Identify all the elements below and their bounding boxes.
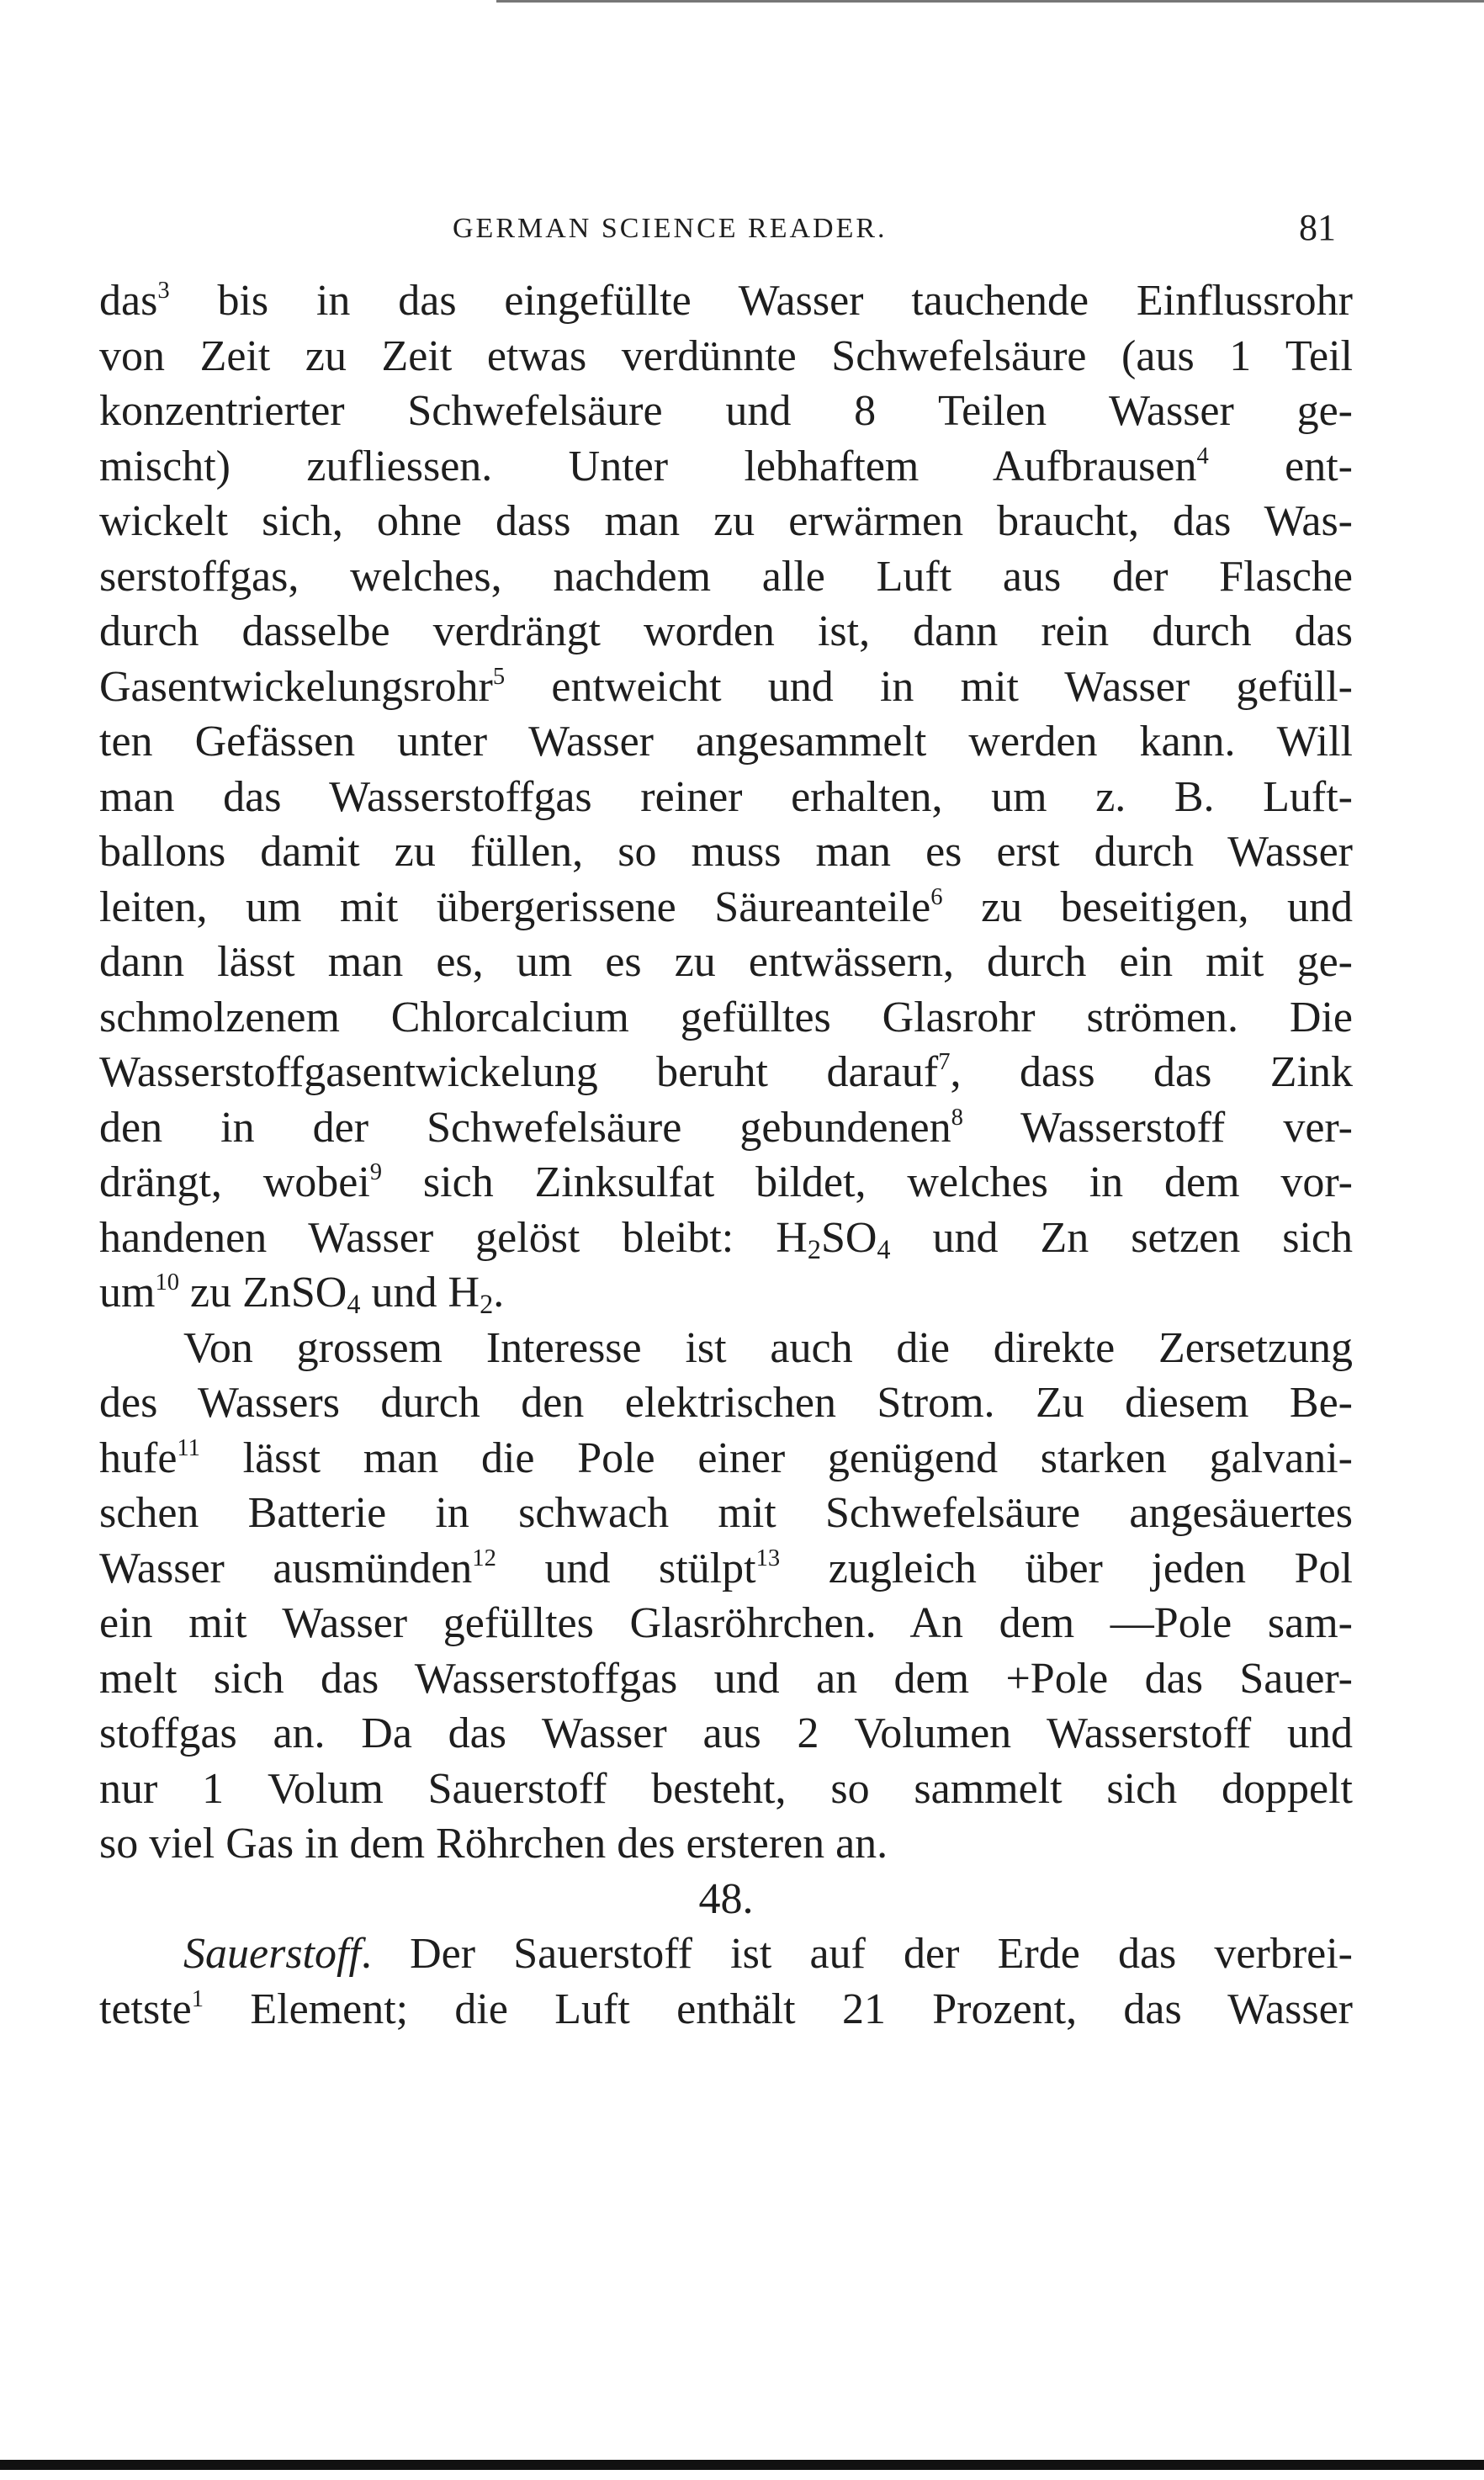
footnote-ref: 3 <box>157 277 170 304</box>
footnote-ref: 6 <box>930 883 943 910</box>
footnote-ref: 7 <box>938 1048 951 1075</box>
footnote-ref: 12 <box>472 1545 496 1571</box>
text-line <box>99 1541 1353 1597</box>
text-segment: tetste <box>99 1985 192 2033</box>
text-line <box>99 1706 1353 1762</box>
subscript: 4 <box>877 1233 891 1264</box>
text-line <box>99 384 1353 439</box>
text-line <box>99 935 1353 990</box>
text-segment: des Wassers durch den elektrischen Strom. Zu diesem Be- <box>99 1379 1353 1427</box>
text-segment: um <box>99 1269 156 1317</box>
page-header <box>99 206 1361 257</box>
text-line <box>99 439 1353 495</box>
text-segment: von Zeit zu Zeit etwas verdünnte Schwefelsäure (aus 1 Teil <box>99 331 1353 380</box>
text-segment: lässt man die Pole einer genügend starken galvani- <box>199 1433 1353 1482</box>
text-segment: schmolzenem Chlorcalcium gefülltes Glasrohr strömen. Die <box>99 993 1353 1041</box>
text-line <box>99 273 1353 329</box>
text-line <box>99 549 1353 605</box>
text-segment: mischt) zufliessen. Unter lebhaftem Aufbrausen <box>99 442 1197 490</box>
footnote-ref: 13 <box>755 1545 781 1571</box>
text-line <box>99 1375 1353 1431</box>
body-text <box>99 273 1353 2037</box>
text-segment: Wasserstoff ver- <box>962 1103 1353 1152</box>
text-line <box>99 1486 1353 1541</box>
text-segment: ein mit Wasser gefülltes Glasröhrchen. An dem —Pole sam- <box>99 1599 1353 1647</box>
footnote-ref: 11 <box>177 1434 200 1461</box>
text-line <box>99 824 1353 880</box>
text-line <box>99 880 1353 935</box>
text-segment: sich Zinksulfat bildet, welches in dem vor- <box>382 1158 1353 1206</box>
text-line <box>99 1045 1353 1100</box>
subscript: 4 <box>347 1289 361 1320</box>
text-segment: bis in das eingefüllte Wasser tauchende Einflussrohr <box>169 277 1353 325</box>
text-segment: 48. <box>698 1874 754 1923</box>
text-segment: . Der Sauerstoff ist auf der Erde das verbrei- <box>360 1930 1353 1978</box>
text-line <box>99 1321 1353 1376</box>
bottom-edge-rule <box>0 2460 1484 2470</box>
text-segment: . <box>493 1269 505 1317</box>
footnote-ref: 8 <box>951 1104 963 1131</box>
text-segment: Sauerstoff <box>183 1930 361 1978</box>
text-line <box>99 1265 1353 1321</box>
footnote-ref: 10 <box>155 1269 180 1296</box>
text-segment: Gasentwickelungsrohr <box>99 662 493 711</box>
text-line <box>99 1431 1353 1486</box>
footnote-ref: 9 <box>369 1158 383 1185</box>
footnote-ref: 5 <box>492 663 506 690</box>
footnote-ref: 4 <box>1196 442 1209 469</box>
text-segment: entweicht und in mit Wasser gefüll- <box>505 662 1353 711</box>
text-segment: zugleich über jeden Pol <box>780 1544 1353 1592</box>
text-line <box>99 1982 1353 2038</box>
text-line <box>99 660 1353 715</box>
footnote-ref: 1 <box>191 1985 204 2012</box>
text-line <box>99 1155 1353 1211</box>
subscript: 2 <box>480 1289 494 1320</box>
text-line <box>99 604 1353 660</box>
text-line <box>99 329 1353 384</box>
text-segment: so viel Gas in dem Röhrchen des ersteren an. <box>99 1820 888 1868</box>
text-segment: und Zn setzen sich <box>890 1213 1353 1262</box>
text-segment: durch dasselbe verdrängt worden ist, dann rein durch das <box>99 607 1353 655</box>
text-segment: Wasser ausmünden <box>99 1544 473 1592</box>
text-segment: ballons damit zu füllen, so muss man es erst durch Wasser <box>99 828 1353 876</box>
page-number: 81 <box>1299 207 1336 248</box>
text-segment: man das Wasserstoffgas reiner erhalten, um z. B. Luft- <box>99 772 1353 821</box>
text-line <box>99 990 1353 1046</box>
text-segment: ent- <box>1208 442 1353 490</box>
text-segment: SO <box>820 1213 877 1262</box>
text-segment: dann lässt man es, um es zu entwässern, durch ein mit ge- <box>99 938 1353 986</box>
text-line <box>99 1100 1353 1156</box>
text-segment: drängt, wobei <box>99 1158 370 1206</box>
text-segment: nur 1 Volum Sauerstoff besteht, so sammelt sich doppelt <box>99 1764 1353 1813</box>
text-segment: das <box>99 277 158 325</box>
text-segment: ten Gefässen unter Wasser angesammelt werden kann. Will <box>99 718 1353 766</box>
running-head: GERMAN SCIENCE READER. <box>453 213 888 244</box>
text-segment: Element; die Luft enthält 21 Prozent, das Wasser <box>204 1985 1353 2033</box>
text-segment: und H <box>360 1269 480 1317</box>
subscript: 2 <box>807 1233 821 1264</box>
text-line <box>99 1762 1353 1817</box>
text-segment: den in der Schwefelsäure gebundenen <box>99 1103 951 1152</box>
text-segment: hufe <box>99 1433 178 1482</box>
text-segment: , dass das Zink <box>950 1048 1353 1096</box>
text-segment: konzentrierter Schwefelsäure und 8 Teilen Wasser ge- <box>99 387 1353 435</box>
section-number <box>99 1872 1353 1927</box>
text-line <box>99 1651 1353 1707</box>
text-segment: und stülpt <box>496 1544 756 1592</box>
text-segment: melt sich das Wasserstoffgas und an dem +Pole das Sauer- <box>99 1654 1353 1703</box>
text-segment: stoffgas an. Da das Wasser aus 2 Volumen Wasserstoff und <box>99 1709 1353 1757</box>
text-segment: Von grossem Interesse ist auch die direkte Zersetzung <box>183 1323 1353 1372</box>
text-segment: Wasserstoffgasentwickelung beruht darauf <box>99 1048 939 1096</box>
text-line <box>99 1211 1353 1266</box>
top-edge-rule <box>496 0 1484 3</box>
text-line <box>99 1926 1353 1982</box>
text-segment: zu ZnSO <box>179 1269 347 1317</box>
text-line <box>99 770 1353 825</box>
text-segment: schen Batterie in schwach mit Schwefelsäure angesäuertes <box>99 1489 1353 1537</box>
text-line <box>99 1596 1353 1651</box>
text-line <box>99 714 1353 770</box>
text-segment: zu beseitigen, und <box>942 882 1354 931</box>
text-segment: leiten, um mit übergerissene Säureanteile <box>99 882 931 931</box>
text-segment: handenen Wasser gelöst bleibt: H <box>99 1213 808 1262</box>
text-segment: serstoffgas, welches, nachdem alle Luft aus der Flasche <box>99 552 1353 601</box>
text-line <box>99 494 1353 549</box>
text-segment: wickelt sich, ohne dass man zu erwärmen braucht, das Was- <box>99 497 1353 545</box>
text-line <box>99 1816 1353 1872</box>
